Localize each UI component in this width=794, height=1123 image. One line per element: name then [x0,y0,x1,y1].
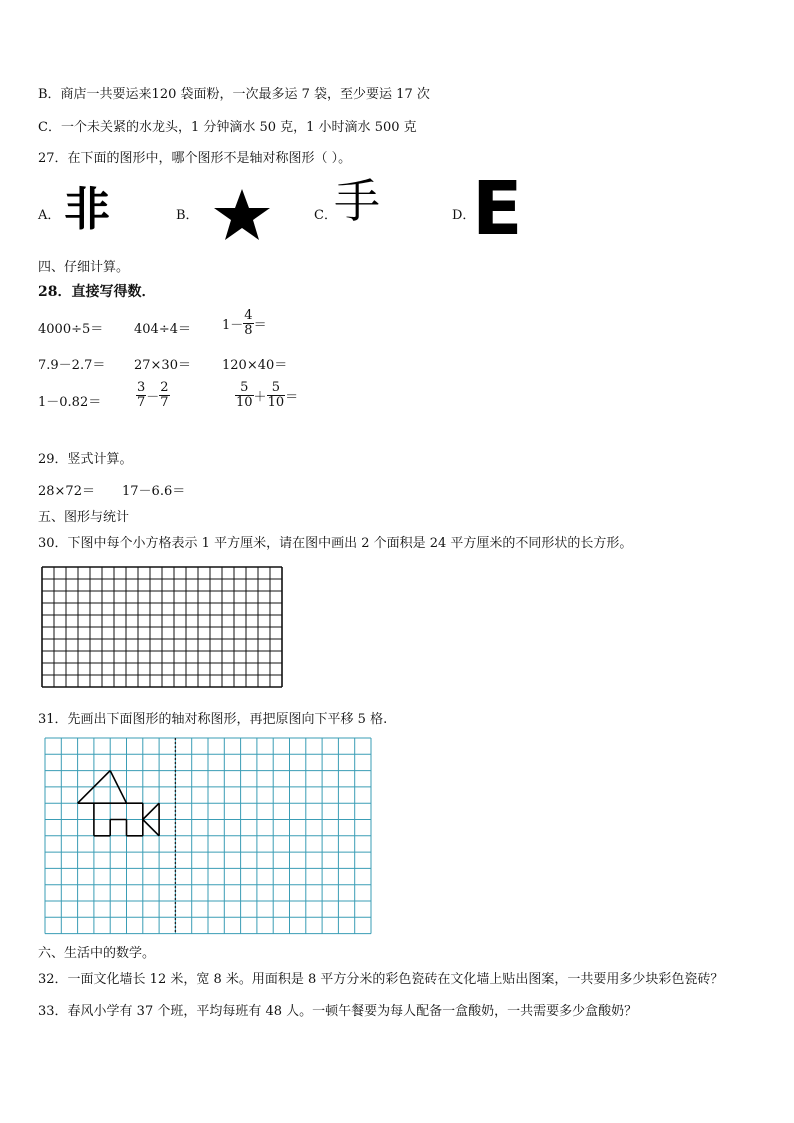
square-grid-q30[interactable] [40,565,286,691]
option-c-text: C．一个未关紧的水龙头，1 分钟滴水 50 克，1 小时滴水 500 克 [38,120,417,135]
q27-option-a-glyph: 非 [64,182,110,236]
fraction-numerator: 2 [160,380,169,395]
q27-option-c-glyph: 手 [334,174,380,228]
question-33: 33．春风小学有 37 个班，平均每班有 48 人。一顿午餐要为每人配备一盒酸奶，一共需要多少盒酸奶？ [38,1004,638,1019]
fraction-denominator: 10 [267,394,285,410]
fraction [136,381,146,409]
q28-r3-c [235,381,298,409]
fraction-numerator: 4 [244,308,253,323]
q28-r2-a: 7.9－2.7＝ [38,358,106,373]
fraction-numerator: 3 [137,380,146,395]
q27-option-c-label: C． [314,208,337,223]
q28-r1-c [222,309,267,337]
q27-option-d-label: D． [452,208,476,223]
fraction-denominator: 10 [236,394,253,410]
question-29: 29．竖式计算。 [38,452,133,467]
star-icon [212,187,272,243]
q27-option-d-glyph: E [472,166,523,252]
question-28: 28．直接写得数． [38,284,156,300]
q27-option-a-label: A． [38,208,61,223]
fraction [159,381,169,409]
q28-r3-b [136,381,170,409]
q28-r3-a: 1－0.82＝ [38,395,102,410]
fraction [235,381,254,409]
fraction [243,309,253,337]
q28-r1-c-pre: 1－ [222,317,244,333]
question-32: 32．一面文化墙长 12 米，宽 8 米。用面积是 8 平方分米的彩色瓷砖在文化墙上贴出图案，一共要用多少块彩色瓷砖？ [38,972,724,987]
q28-r1-a: 4000÷5＝ [38,322,104,337]
q29-a: 28×72＝ [38,484,95,499]
q28-r2-c: 120×40＝ [222,358,288,373]
operator: ＋ [253,389,267,405]
q27-option-b-label: B． [176,208,199,223]
fraction [267,381,286,409]
question-27: 27．在下面的图形中，哪个图形不是轴对称图形（ ）。 [38,151,352,166]
fraction-numerator: 5 [267,381,286,396]
fraction-denominator: 7 [137,394,146,410]
question-31: 31．先画出下面图形的轴对称图形，再把原图向下平移 5 格. [38,712,388,727]
figure-edge [143,803,159,819]
fraction-denominator: 7 [160,394,169,410]
section-6-heading: 六、生活中的数学。 [38,946,156,961]
section-4-heading: 四、仔细计算。 [38,260,130,275]
option-b-text: B．商店一共要运来120 袋面粉，一次最多运 7 袋，至少要运 17 次 [38,87,430,102]
q28-r1-b: 404÷4＝ [134,322,191,337]
fraction-numerator: 5 [235,381,254,396]
q28-r1-c-post: ＝ [253,317,267,333]
q28-r2-b: 27×30＝ [134,358,191,373]
section-5-heading: 五、图形与统计 [38,510,130,525]
figure-edge [143,820,159,836]
q29-b: 17－6.6＝ [122,484,186,499]
operator: － [146,389,160,405]
question-30: 30．下图中每个小方格表示 1 平方厘米，请在图中画出 2 个面积是 24 平方厘米的不同形状的长方形。 [38,536,633,551]
fraction-denominator: 8 [244,322,253,338]
square-grid-q31[interactable] [43,736,375,936]
q28-r3-c-post: ＝ [285,389,299,405]
